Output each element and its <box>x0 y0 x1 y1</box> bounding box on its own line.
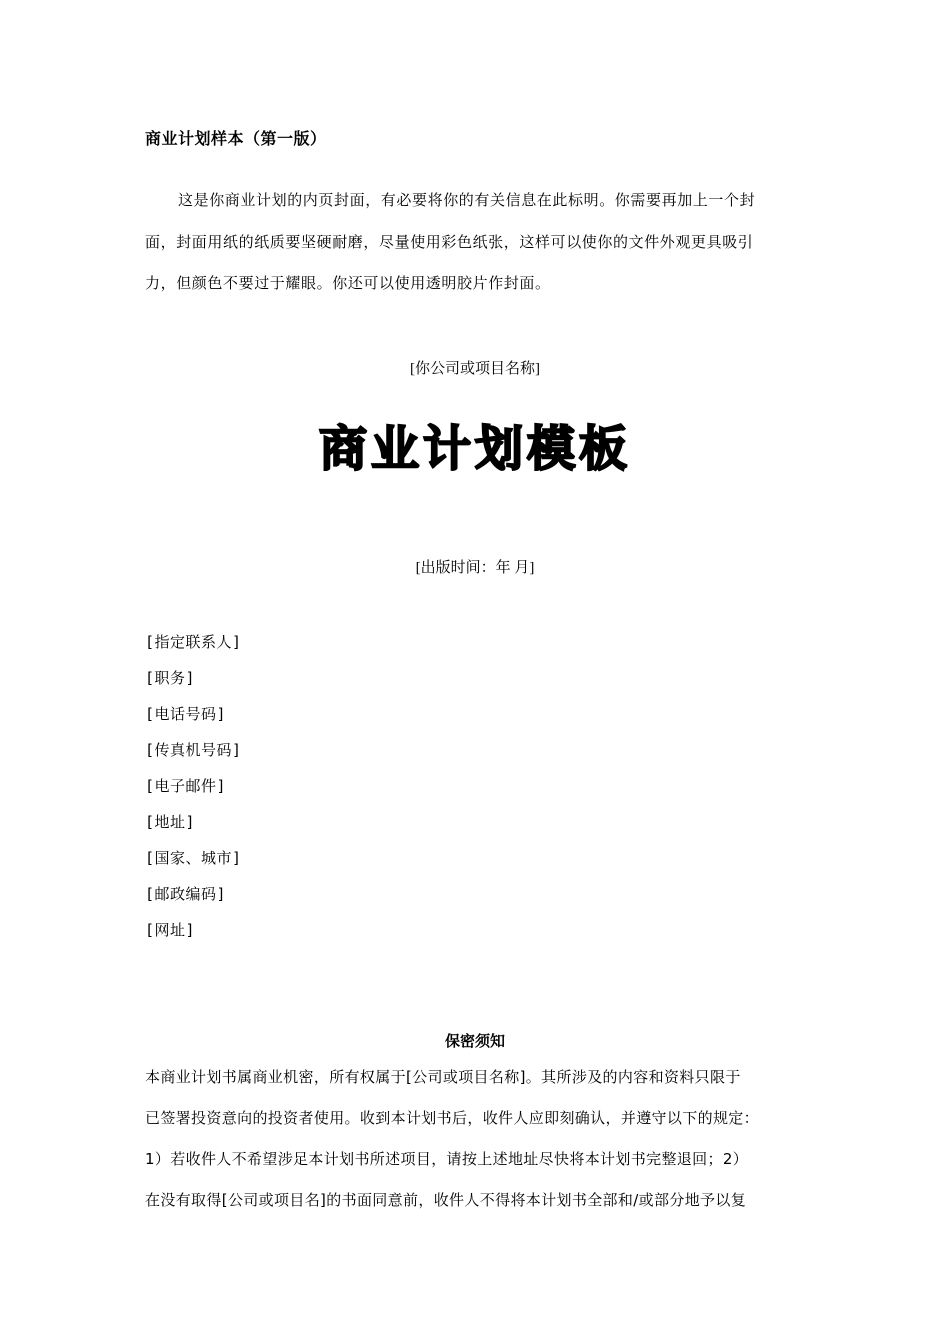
confidentiality-line-1: 本商业计划书属商业机密，所有权属于[公司或项目名称]。其所涉及的内容和资料只限于 <box>145 1068 741 1086</box>
main-title: 商业计划模板 <box>318 421 631 477</box>
website-field: [网址] <box>145 921 196 939</box>
publication-date-placeholder: [出版时间：年 月] <box>415 560 535 576</box>
phone-field: [电话号码] <box>145 705 227 723</box>
contact-person-field: [指定联系人] <box>145 633 242 651</box>
country-city-field: [国家、城市] <box>145 849 242 867</box>
sample-title: 商业计划样本（第一版） <box>145 129 327 148</box>
intro-line-1: 这是你商业计划的内页封面，有必要将你的有关信息在此标明。你需要再加上一个封 <box>178 191 756 209</box>
address-field: [地址] <box>145 813 196 831</box>
postal-code-field: [邮政编码] <box>145 885 227 903</box>
company-name-placeholder: [你公司或项目名称] <box>410 361 540 377</box>
confidentiality-heading: 保密须知 <box>444 1032 505 1050</box>
fax-field: [传真机号码] <box>145 741 242 759</box>
email-field: [电子邮件] <box>145 777 227 795</box>
confidentiality-line-4: 在没有取得[公司或项目名]的书面同意前，收件人不得将本计划书全部和/或部分地予以复 <box>145 1191 747 1209</box>
intro-line-3: 力，但颜色不要过于耀眼。你还可以使用透明胶片作封面。 <box>145 274 551 292</box>
confidentiality-line-3: 1）若收件人不希望涉足本计划书所述项目，请按上述地址尽快将本计划书完整退回；2） <box>145 1150 749 1168</box>
job-title-field: [职务] <box>145 669 196 687</box>
intro-line-2: 面，封面用纸的纸质要坚硬耐磨，尽量使用彩色纸张，这样可以使你的文件外观更具吸引 <box>145 233 754 251</box>
confidentiality-line-2: 已签署投资意向的投资者使用。收到本计划书后，收件人应即刻确认，并遵守以下的规定： <box>145 1109 760 1127</box>
